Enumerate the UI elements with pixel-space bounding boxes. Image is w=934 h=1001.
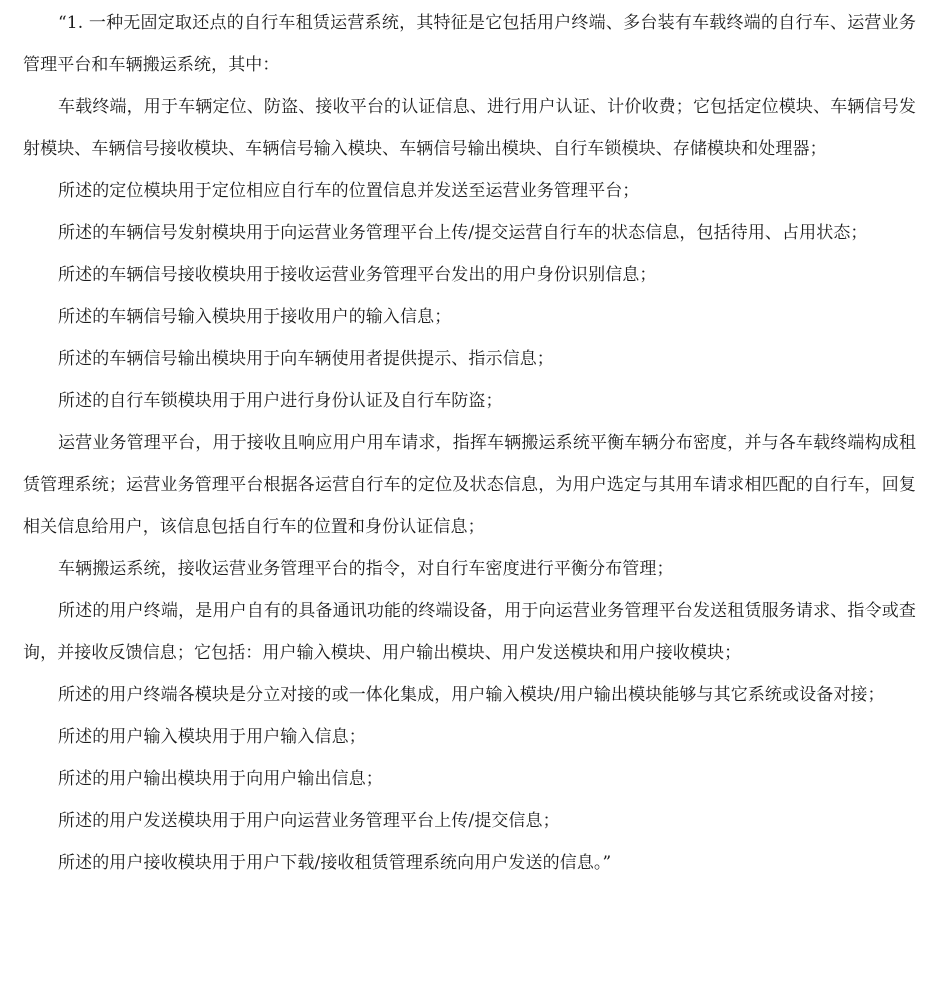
vehicle-terminal-paragraph: 车载终端，用于车辆定位、防盗、接收平台的认证信息、进行用户认证、计价收费；它包括定位模块、车辆信号发射模块、车辆信号接收模块、车辆信号输入模块、车辆信号输出模块、自行车锁模块、存储模块和处理器；	[23, 97, 916, 159]
signal-transmit-module-paragraph: 所述的车辆信号发射模块用于向运营业务管理平台上传/提交运营自行车的状态信息，包括待用、占用状态；	[58, 223, 868, 243]
user-terminal-modules-paragraph: 所述的用户终端各模块是分立对接的或一体化集成，用户输入模块/用户输出模块能够与其它系统或设备对接；	[58, 685, 885, 705]
management-platform-paragraph: 运营业务管理平台，用于接收且响应用户用车请求，指挥车辆搬运系统平衡车辆分布密度，并与各车载终端构成租赁管理系统；运营业务管理平台根据各运营自行车的定位及状态信息，为用户选定与其用车请求相匹配的自行车，回复相关信息给用户，该信息包括自行车的位置和身份认证信息；	[23, 433, 916, 537]
user-output-module-paragraph: 所述的用户输出模块用于向用户输出信息；	[58, 769, 383, 789]
user-receive-module-paragraph: 所述的用户接收模块用于用户下载/接收租赁管理系统向用户发送的信息。”	[58, 853, 612, 873]
signal-input-module-paragraph: 所述的车辆信号输入模块用于接收用户的输入信息；	[58, 307, 452, 327]
bike-lock-module-paragraph: 所述的自行车锁模块用于用户进行身份认证及自行车防盗；	[58, 391, 503, 411]
positioning-module-paragraph: 所述的定位模块用于定位相应自行车的位置信息并发送至运营业务管理平台；	[58, 181, 640, 201]
transport-system-paragraph: 车辆搬运系统，接收运营业务管理平台的指令，对自行车密度进行平衡分布管理；	[58, 559, 674, 579]
signal-receive-module-paragraph: 所述的车辆信号接收模块用于接收运营业务管理平台发出的用户身份识别信息；	[58, 265, 657, 285]
claim-intro-paragraph: “1. 一种无固定取还点的自行车租赁运营系统，其特征是它包括用户终端、多台装有车载终端的自行车、运营业务管理平台和车辆搬运系统，其中：	[23, 13, 916, 75]
user-send-module-paragraph: 所述的用户发送模块用于用户向运营业务管理平台上传/提交信息；	[58, 811, 560, 831]
user-input-module-paragraph: 所述的用户输入模块用于用户输入信息；	[58, 727, 366, 747]
signal-output-module-paragraph: 所述的车辆信号输出模块用于向车辆使用者提供提示、指示信息；	[58, 349, 554, 369]
user-terminal-paragraph: 所述的用户终端，是用户自有的具备通讯功能的终端设备，用于向运营业务管理平台发送租赁服务请求、指令或查询，并接收反馈信息；它包括：用户输入模块、用户输出模块、用户发送模块和用户接收模块；	[23, 601, 916, 663]
